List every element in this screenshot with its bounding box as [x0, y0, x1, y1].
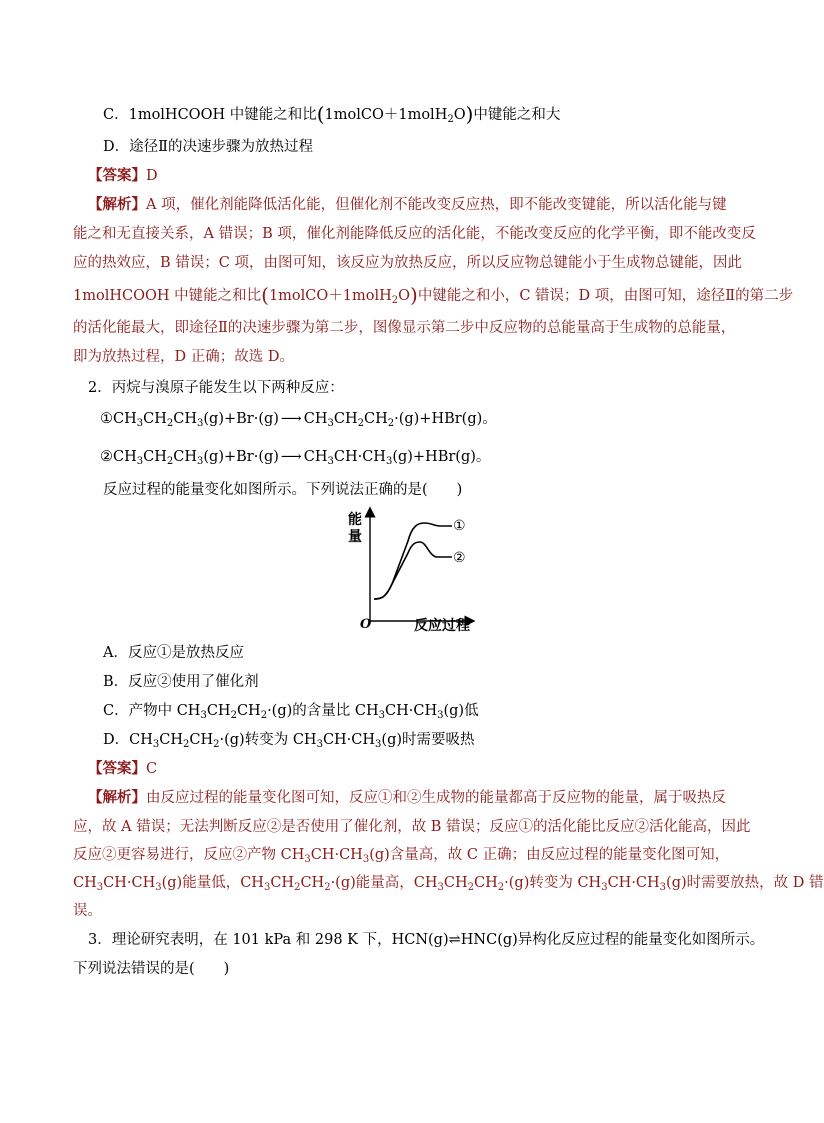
- subscript: 3: [375, 739, 382, 750]
- formula-text: (g)+Br·(g): [203, 411, 279, 427]
- formula-text: CH: [173, 449, 197, 465]
- subscript: 3: [152, 739, 160, 750]
- subscript: 2: [166, 456, 174, 467]
- formula-text: CH·CH: [333, 449, 386, 465]
- formula-text: CH: [443, 875, 468, 891]
- reaction-arrow: ⟶: [280, 449, 302, 465]
- formula-text: CH: [159, 732, 183, 748]
- formula-text: CH: [363, 411, 388, 427]
- subscript: 2: [387, 418, 395, 429]
- formula-text: CH: [73, 875, 97, 891]
- formula-text: CH: [143, 449, 167, 465]
- x-label: 反应过程: [414, 618, 470, 634]
- subscript: 3: [659, 882, 667, 893]
- origin-label: O: [360, 617, 372, 632]
- formula-text: CH: [300, 875, 325, 891]
- formula-text: CH: [474, 875, 498, 891]
- formula-text: CH: [270, 875, 295, 891]
- q1-answer: 【答案】D: [88, 167, 158, 184]
- formula-text: CH·CH: [310, 847, 363, 863]
- formula-text: ·(g)的含量比 CH: [267, 703, 379, 719]
- subscript: 2: [230, 710, 237, 721]
- formula-text: ·(g)转变为 CH: [504, 875, 602, 891]
- q1-option-d: D．途径Ⅱ的决速步骤为放热过程: [103, 139, 313, 155]
- formula-text: (g)能量低，CH: [161, 875, 264, 891]
- formula-text: CH: [173, 411, 197, 427]
- formula-text: CH: [236, 703, 261, 719]
- formula-text: (g)时需要吸热: [381, 732, 475, 748]
- subscript: 3: [197, 456, 204, 467]
- q1-option-c: C．1molHCOOH 中键能之和比(1molCO＋1molH$_2$O)中键能之和大: [103, 102, 561, 126]
- y-label-2: 量: [348, 529, 362, 545]
- q2-answer: 【答案】C: [88, 760, 158, 777]
- formula-text: ·(g)+HBr(g)。: [394, 411, 497, 427]
- subscript: 3: [200, 710, 207, 721]
- subscript: 3: [263, 882, 271, 893]
- subscript: 2: [183, 739, 190, 750]
- q3-stem-line-1: 3．理论研究表明，在 101 kPa 和 298 K 下，HCN(g)⇌HNC(g)异构化反应过程的能量变化如图所示。: [88, 932, 765, 948]
- formula-text: (g)+Br·(g): [203, 449, 279, 465]
- q2-option-d: [103, 731, 475, 754]
- q2-option-a: A．反应①是放热反应: [103, 645, 244, 661]
- subscript: 3: [437, 710, 444, 721]
- reaction-arrow: ⟶: [280, 411, 302, 427]
- subscript: 2: [260, 710, 268, 721]
- subscript: 3: [316, 739, 323, 750]
- q2-reaction-2: $②CH_3CH_2CH_3(g)+Br\cdot(g)$ ⟶ $CH_3CH\cdot CH_3(g)+HBr(g)$。: [100, 449, 491, 467]
- formula-text: ·(g)转变为 CH: [219, 732, 317, 748]
- subscript: 2: [467, 882, 475, 893]
- formula-text: CH·CH: [322, 732, 376, 748]
- subscript: 3: [304, 854, 311, 865]
- q2-option-b: B．反应②使用了催化剂: [103, 674, 259, 690]
- formula-text: CH: [113, 411, 137, 427]
- subscript: 2: [294, 882, 301, 893]
- q2-stem: 2．丙烷与溴原子能发生以下两种反应：: [88, 380, 344, 396]
- formula-text: (g)时需要放热，故 D 错: [666, 875, 824, 891]
- formula-text: CH: [333, 411, 358, 427]
- subscript: 3: [136, 418, 144, 429]
- formula-text: CH: [303, 449, 328, 465]
- subscript: 2: [213, 739, 220, 750]
- formula-text: CH: [206, 703, 231, 719]
- subscript: 2: [324, 882, 331, 893]
- subscript: 3: [155, 882, 162, 893]
- y-label-1: 能: [348, 512, 362, 528]
- subscript: 3: [437, 882, 444, 893]
- subscript: 3: [327, 456, 334, 467]
- formula-text: CH·CH: [385, 703, 438, 719]
- q3-stem-line-2: 下列说法错误的是( ): [73, 961, 230, 977]
- formula-text: CH: [143, 411, 167, 427]
- subscript: 3: [96, 882, 104, 893]
- curve-reaction-2: [374, 542, 452, 599]
- formula-text: D．CH: [103, 732, 153, 748]
- subscript: 3: [362, 854, 370, 865]
- q2-option-c: [103, 702, 479, 725]
- subscript: 3: [385, 456, 393, 467]
- subscript: 2: [497, 882, 505, 893]
- subscript: 2: [357, 418, 364, 429]
- curve-2-label: ②: [453, 550, 466, 566]
- subscript: 3: [197, 418, 204, 429]
- formula-text: 反应②更容易进行，反应②产物 CH: [73, 847, 305, 863]
- energy-diagram: [348, 508, 478, 634]
- q2-question: 反应过程的能量变化如图所示。下列说法正确的是( ): [103, 482, 463, 498]
- formula-text: (g)+HBr(g)。: [392, 449, 491, 465]
- formula-text: CH: [113, 449, 137, 465]
- curve-1-label: ①: [453, 518, 466, 534]
- subscript: 3: [327, 418, 334, 429]
- formula-text: (g)低: [443, 703, 479, 719]
- curve-reaction-1: [374, 523, 452, 599]
- formula-text: C．产物中 CH: [103, 703, 201, 719]
- formula-text: CH: [189, 732, 214, 748]
- subscript: 2: [166, 418, 174, 429]
- formula-text: CH·CH: [103, 875, 156, 891]
- formula-text: (g)含量高，故 C 正确；由反应过程的能量变化图可知，: [369, 847, 730, 863]
- formula-text: CH: [303, 411, 328, 427]
- subscript: 3: [378, 710, 386, 721]
- formula-text: CH·CH: [607, 875, 660, 891]
- subscript: 3: [136, 456, 144, 467]
- formula-text: ·(g)能量高，CH: [330, 875, 438, 891]
- q2-reaction-1: $①CH_3CH_2CH_3(g)+Br\cdot(g)$ ⟶ $CH_3CH_2CH_2\cdot(g)+HBr(g)$。: [100, 411, 497, 429]
- subscript: 3: [601, 882, 608, 893]
